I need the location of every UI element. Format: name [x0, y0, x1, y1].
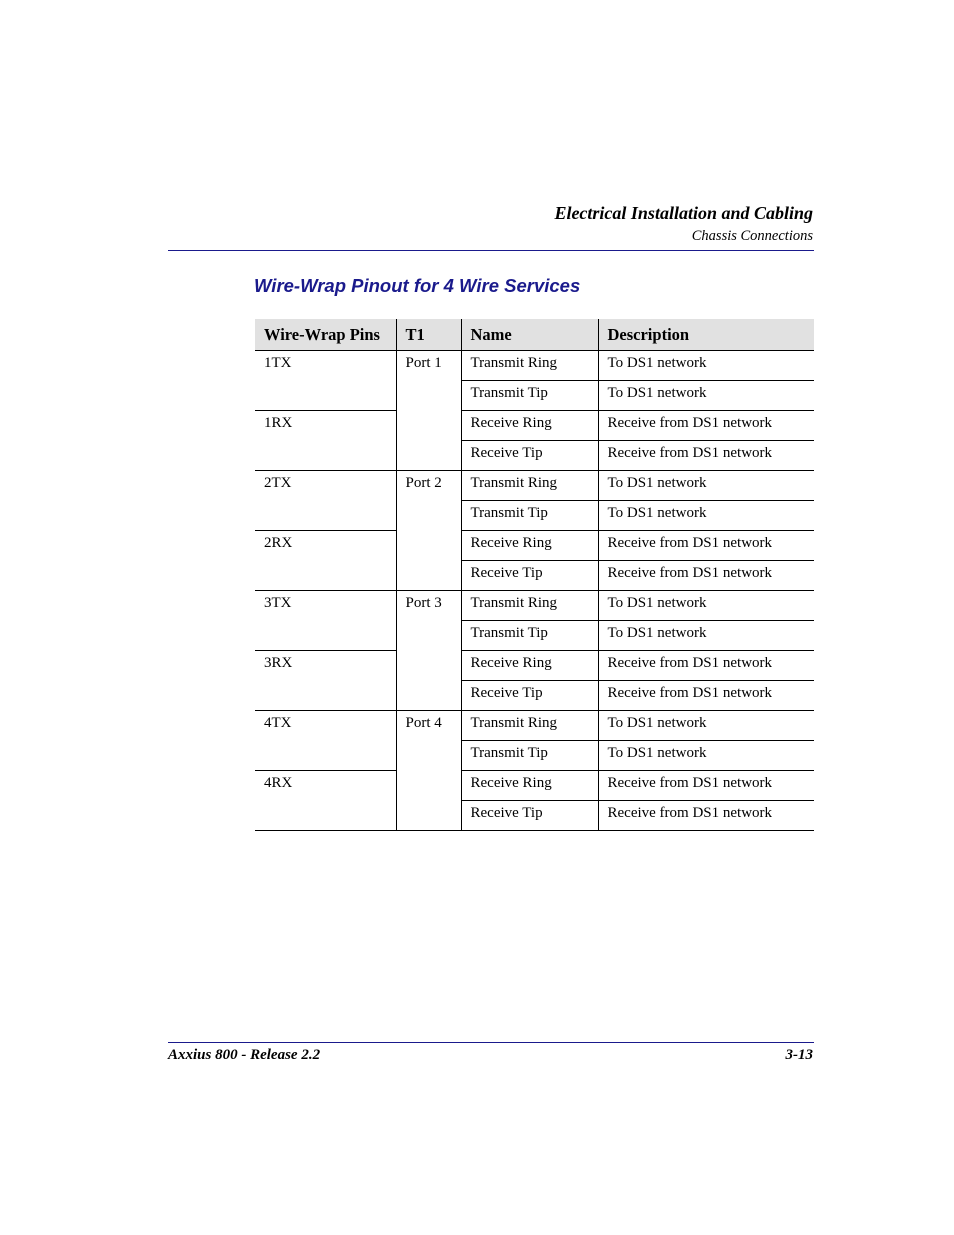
table-row — [255, 711, 814, 741]
description-cell: To DS1 network — [598, 351, 814, 381]
t1-port-cell: Port 2 — [396, 471, 461, 591]
table-header-row — [255, 319, 814, 351]
table-row — [255, 411, 814, 441]
pin-cell: 2RX — [255, 531, 396, 591]
description-cell: Receive from DS1 network — [598, 801, 814, 831]
name-cell: Receive Ring — [461, 651, 598, 681]
description-cell: Receive from DS1 network — [598, 681, 814, 711]
description-cell: To DS1 network — [598, 591, 814, 621]
name-cell: Receive Tip — [461, 561, 598, 591]
table-row — [255, 531, 814, 561]
name-cell: Transmit Ring — [461, 351, 598, 381]
table-row — [255, 471, 814, 501]
name-cell: Receive Ring — [461, 531, 598, 561]
t1-port-cell: Port 1 — [396, 351, 461, 471]
pinout-table — [255, 319, 814, 831]
table-row — [255, 771, 814, 801]
description-cell: Receive from DS1 network — [598, 531, 814, 561]
name-cell: Transmit Ring — [461, 591, 598, 621]
pin-cell: 2TX — [255, 471, 396, 531]
column-header-description: Description — [598, 319, 814, 351]
pin-cell: 4RX — [255, 771, 396, 831]
description-cell: To DS1 network — [598, 711, 814, 741]
header-rule — [168, 250, 814, 251]
name-cell: Transmit Tip — [461, 501, 598, 531]
name-cell: Transmit Ring — [461, 711, 598, 741]
chapter-title: Electrical Installation and Cabling — [554, 203, 813, 223]
pin-cell: 1TX — [255, 351, 396, 411]
description-cell: To DS1 network — [598, 471, 814, 501]
column-header-t1: T1 — [396, 319, 461, 351]
column-header-wire-wrap-pins: Wire-Wrap Pins — [255, 319, 396, 351]
description-cell: Receive from DS1 network — [598, 411, 814, 441]
table-row — [255, 351, 814, 381]
column-header-name: Name — [461, 319, 598, 351]
description-cell: Receive from DS1 network — [598, 771, 814, 801]
name-cell: Transmit Tip — [461, 381, 598, 411]
pin-cell: 3TX — [255, 591, 396, 651]
description-cell: To DS1 network — [598, 381, 814, 411]
name-cell: Receive Ring — [461, 771, 598, 801]
description-cell: Receive from DS1 network — [598, 651, 814, 681]
name-cell: Transmit Tip — [461, 741, 598, 771]
description-cell: Receive from DS1 network — [598, 441, 814, 471]
table-row — [255, 651, 814, 681]
t1-port-cell: Port 4 — [396, 711, 461, 831]
description-cell: To DS1 network — [598, 741, 814, 771]
description-cell: To DS1 network — [598, 621, 814, 651]
footer-rule — [168, 1042, 814, 1043]
description-cell: To DS1 network — [598, 501, 814, 531]
name-cell: Transmit Tip — [461, 621, 598, 651]
pin-cell: 3RX — [255, 651, 396, 711]
name-cell: Receive Ring — [461, 411, 598, 441]
t1-port-cell: Port 3 — [396, 591, 461, 711]
section-name: Chassis Connections — [691, 228, 813, 244]
name-cell: Receive Tip — [461, 441, 598, 471]
table-row — [255, 591, 814, 621]
name-cell: Transmit Ring — [461, 471, 598, 501]
pin-cell: 1RX — [255, 411, 396, 471]
pin-cell: 4TX — [255, 711, 396, 771]
name-cell: Receive Tip — [461, 681, 598, 711]
section-title: Wire-Wrap Pinout for 4 Wire Services — [254, 275, 581, 296]
page-number: 3-13 — [785, 1047, 813, 1063]
footer-product: Axxius 800 - Release 2.2 — [168, 1047, 321, 1063]
description-cell: Receive from DS1 network — [598, 561, 814, 591]
name-cell: Receive Tip — [461, 801, 598, 831]
